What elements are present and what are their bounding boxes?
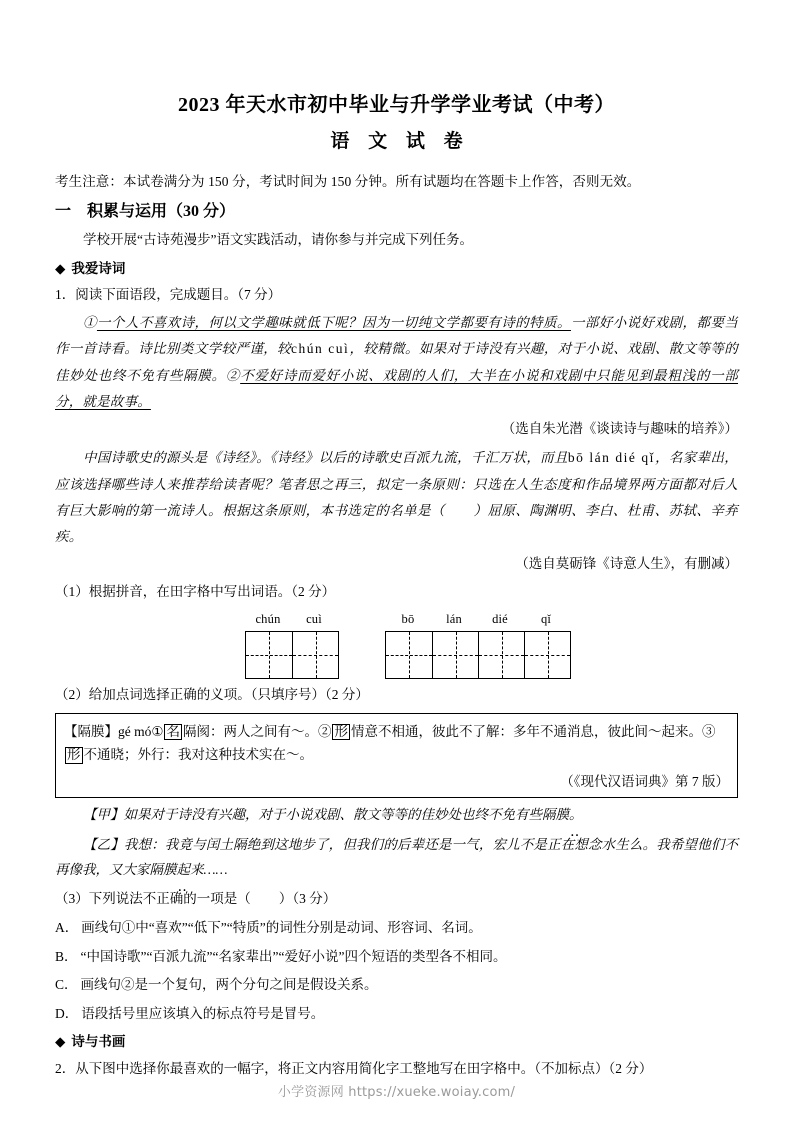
option-b[interactable] [55,939,738,968]
tianzige-boxes-group-1 [245,631,339,679]
quote-yi-after: 起来…… [176,862,228,878]
question-2-stem: 2．从下图中选择你最喜欢的一幅字，将正文内容用简化字工整地写在田字格中。（不加标点）（2 分） [55,1060,653,1076]
option-c-label: C． [55,977,78,993]
dict-sense-3-num: ③ [701,723,716,739]
topic-heading-shi-yu-shu-hua [55,1024,738,1053]
dict-sense-2-def: 情意不相通，彼此不了解：多年不通消息，彼此间～起来。 [350,723,702,739]
option-a[interactable] [55,910,738,939]
tianzige-cell[interactable] [386,632,432,678]
option-c[interactable] [55,967,738,996]
quote-jia-dotted-word: 隔膜 ‥ [542,807,569,822]
question-1-passage-2 [55,441,738,550]
exam-notice: 考生注意：本试卷满分为 150 分，考试时间为 150 分钟。所有试题均在答题卡上作答，否则无效。 [55,173,641,189]
passage2-part-2: ，名家辈出，应该选择哪些诗人来推荐给读者呢？笔者思之再三，拟定一条原则：只选在人生态度和作品境界两方面都对后人有巨大影响的第一流诗人。根据这条原则，本书选定的名单是（ [55,450,738,518]
tianzige-cell[interactable] [292,632,338,678]
dict-sense-3-pos: 形 [67,747,81,763]
dictionary-entry-box [55,713,738,799]
dict-sense-2-pos: 形 [334,723,348,739]
quote-jia-before: 如果对于诗没有兴趣，对于小说戏剧、散文等等的佳妙处也终不免有些 [123,807,542,823]
page-subtitle: 语 文 试 卷 [330,131,470,152]
sub3-text-before: （3）下列说法不正确的一项是（ [55,891,251,907]
tianzige-cell[interactable] [432,632,478,678]
question-1-sub-2-stem: （2）给加点词选择正确的义项。（只填序号）（2 分） [55,687,369,702]
section-number: 一 [55,203,72,221]
tianzige-cell[interactable] [246,632,292,678]
dict-sense-1-pos: 名 [166,723,180,739]
dict-headword: 【隔膜】 [64,723,118,739]
pinyin-row-group-2 [385,612,571,627]
passage2-part-1: 中国诗歌史的源头是《诗经》。《诗经》以后的诗歌史百派九流，千汇万状，而且 [83,450,568,466]
dict-sense-1-num: ① [151,723,164,739]
question-1-stem: 1．阅读下面语段，完成题目。（7 分） [55,287,282,303]
pinyin-cell: bō [401,612,415,626]
passage-marker-2: ② [225,367,241,383]
passage-underlined-1: 一个人不喜欢诗，何以文学趣味就低下呢？因为一切纯文学都要有诗的特质。 [96,315,571,331]
sub3-answer-blank[interactable] [251,891,279,906]
quote-yi [55,828,738,883]
passage-2-source: （选自莫砺锋《诗意人生》，有删减） [515,556,738,572]
topic-heading-wo-ai-shi-ci [55,251,738,280]
sub3-text-after: ）（3 分） [278,891,337,907]
passage-plain-1: 一部好小说好戏剧，都要当作一首诗看。诗比别类文学较严谨，较 [55,315,739,357]
quote-jia-after: 。 [569,807,583,823]
quote-yi-dotted-word: 隔膜 ‥ [150,862,177,877]
option-d-label: D． [55,1005,79,1021]
pinyin-cell: dié [492,612,508,626]
passage-underlined-2: 不爱好诗而爱好小说、戏剧的人们，大半在小说和戏剧中只能见到最粗浅的一部分，就是故事。 [55,367,739,409]
tianzige-group-1 [245,612,339,679]
pinyin-cell: lán [446,612,462,626]
tianzige-cell[interactable] [524,632,570,678]
passage-pinyin-bolandieqi: bō lán dié qǐ [567,450,655,466]
tianzige-group-2 [385,612,571,679]
tianzige-boxes-group-2 [385,631,571,679]
dict-sense-3-def: 不通晓；外行：我对这种技术实在～。 [83,747,313,763]
passage-pinyin-chuncui: chún cuì [291,341,350,357]
passage-plain-2: ，较精微。如果对于诗没有兴趣，对于小说、戏剧、散文等等的佳妙处也终不免有些隔膜。 [55,341,738,383]
passage-marker-1: ① [83,315,97,331]
pinyin-cell: cuì [306,612,322,626]
option-b-text: “中国诗歌”“百派九流”“名家辈出”“爱好小说”四个短语的类型各不相同。 [80,948,507,964]
diamond-bullet-icon: ◆ [55,260,66,276]
diamond-bullet-icon: ◆ [55,1034,66,1050]
pinyin-row-group-1 [245,612,339,627]
passage2-part-3: ）屈原、陶渊明、李白、杜甫、苏轼、辛弃疾。 [55,502,738,545]
quote-yi-label: 【乙】 [83,837,124,853]
quote-yi-before: 我想：我竟与闰土隔绝到这地步了，但我们的后辈还是一气，宏儿不是正在想念水生么。我希望他们不再像我，又大家 [55,837,739,878]
question-1-sub-1-stem: （1）根据拼音，在田字格中写出词语。（2 分） [55,584,336,600]
topic-label: 我爱诗词 [71,260,126,276]
pinyin-cell: qǐ [540,612,552,626]
section-title: 积累与运用（30 分） [87,203,236,221]
dict-sense-1-def: 隔阂：两人之间有～。 [182,723,318,739]
pinyin-cell: chún [255,612,281,626]
footer-watermark: 小学资源网 https://xueke.woiay.com/ [277,1085,516,1100]
option-b-label: B． [55,948,78,964]
option-c-text: 画线句②是一个复句，两个分句之间是假设关系。 [80,977,378,993]
dict-pinyin: gé mó [118,723,152,739]
topic-label: 诗与书画 [71,1034,126,1050]
passage2-blank [445,503,474,518]
tianzige-cell[interactable] [478,632,524,678]
option-a-label: A． [55,919,79,935]
quote-jia-label: 【甲】 [83,807,124,823]
passage-1-source: （选自朱光潜《谈读诗与趣味的培养》） [501,421,738,437]
option-d-text: 语段括号里应该填入的标点符号是冒号。 [81,1005,325,1021]
option-d[interactable] [55,996,738,1025]
question-1-passage-1 [55,306,738,415]
option-a-text: 画线句①中“喜欢”“低下”“特质”的词性分别是动词、形容词、名词。 [81,919,482,935]
quote-jia [55,798,738,828]
dict-source: （《现代汉语词典》第 7 版） [560,773,729,789]
page-title: 2023 年天水市初中毕业与升学学业考试（中考） [178,94,615,116]
tianzige-grids [55,603,738,679]
dict-sense-2-num: ② [317,723,332,739]
section-heading-one [55,191,738,224]
question-1-sub-3-stem [55,883,738,910]
section-lead-in: 学校开展“古诗苑漫步”语文实践活动，请你参与并完成下列任务。 [83,232,473,248]
